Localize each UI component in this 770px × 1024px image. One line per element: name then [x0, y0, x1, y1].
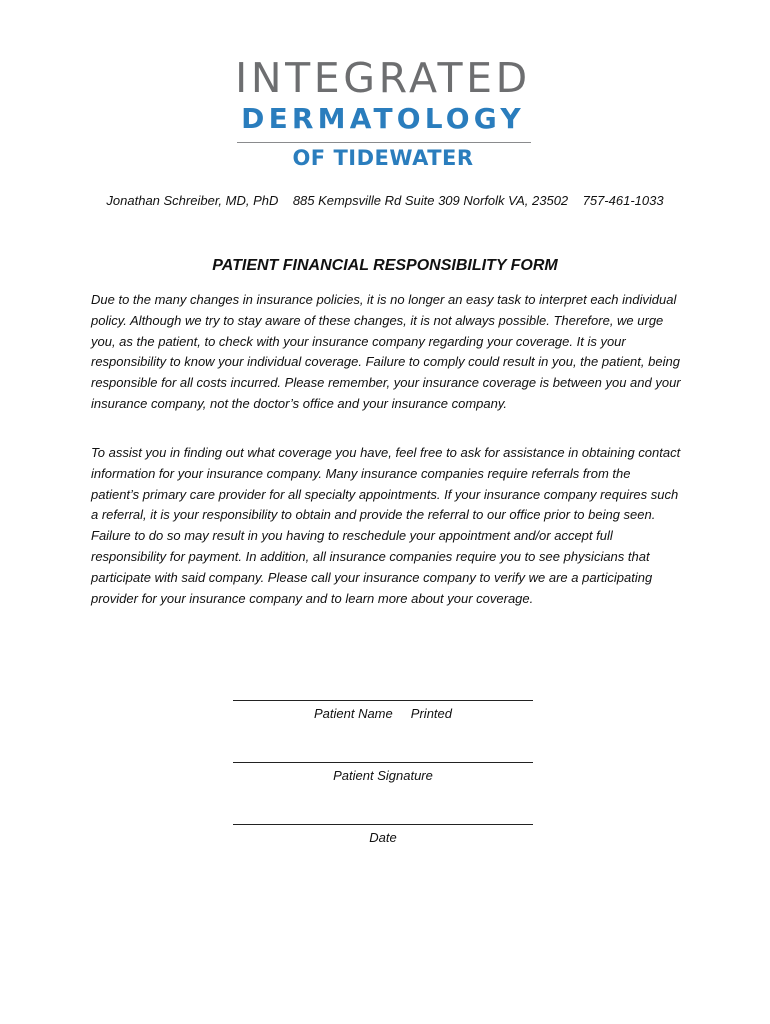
date-field[interactable] — [233, 824, 533, 847]
patient-name-field[interactable] — [233, 700, 533, 723]
form-title: PATIENT FINANCIAL RESPONSIBILITY FORM — [212, 257, 558, 274]
logo-divider — [237, 142, 531, 143]
practice-contact-line: Jonathan Schreiber, MD, PhD 885 Kempsville Rd Suite 309 Norfolk VA, 23502 757-461-1033 — [106, 193, 664, 208]
logo-text-tidewater: OF TIDEWATER — [292, 146, 474, 170]
date-line[interactable] — [233, 824, 533, 825]
logo-text-integrated: INTEGRATED — [235, 54, 531, 102]
logo-text-dermatology: DERMATOLOGY — [241, 102, 525, 135]
patient-signature-line[interactable] — [233, 762, 533, 763]
date-label: Date — [369, 830, 397, 845]
policy-paragraph-1: Due to the many changes in insurance policies, it is no longer an easy task to interpret each individual policy. Although we try to stay aware of these changes, it is not always possible. Therefore, we urge you, as the patient, to check with your insurance company regarding your coverage. It is your responsibility to know your individual coverage. Failure to comply could result in you, the patient, being responsible for all costs incurred. Please remember, your insurance coverage is between you and your insurance company, not the doctor’s office and your insurance company. — [91, 292, 681, 411]
policy-paragraph-2: To assist you in finding out what coverage you have, feel free to ask for assistance in obtaining contact information for your insurance company. Many insurance companies require referrals from the patient’s primary care provider for all specialty appointments. If your insurance company requires such a referral, it is your responsibility to obtain and provide the referral to our office prior to being seen. Failure to do so may result in you having to reschedule your appointment and/or accept full responsibility for payment. In addition, all insurance companies require you to see physicians that participate with said company. Please call your insurance company to verify we are a participating provider for your insurance company and to learn more about your coverage. — [91, 445, 681, 606]
patient-signature-field[interactable] — [233, 762, 533, 785]
patient-signature-label: Patient Signature — [333, 768, 433, 783]
practice-logo — [233, 52, 533, 172]
patient-name-label: Patient Name Printed — [313, 706, 452, 721]
patient-name-line[interactable] — [233, 700, 533, 701]
